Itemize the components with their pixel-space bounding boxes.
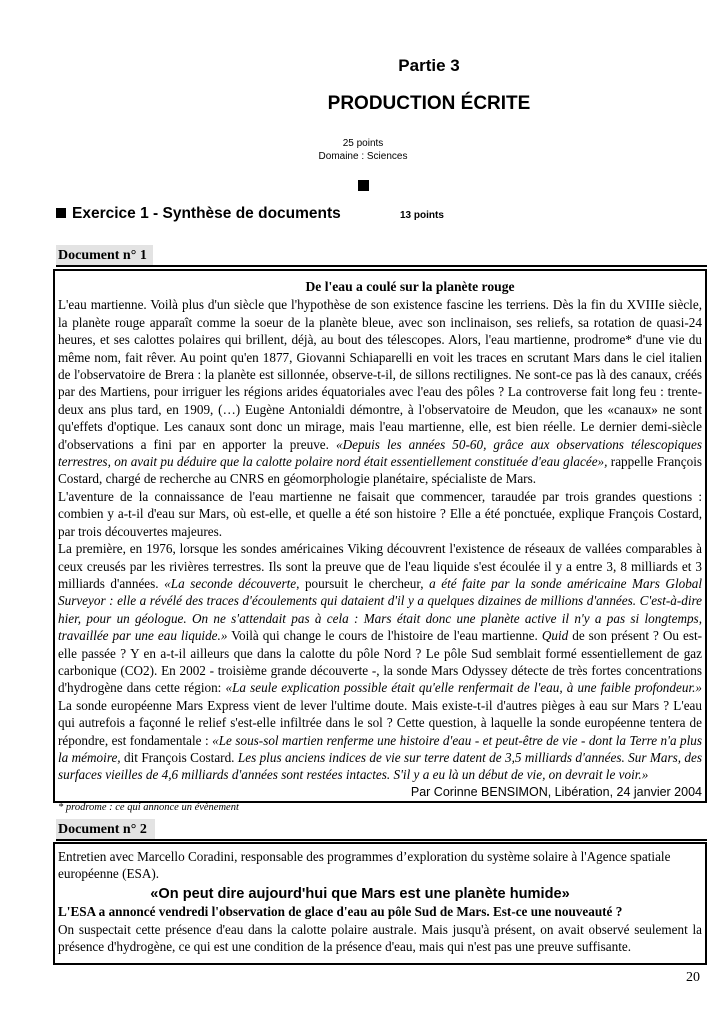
document-1-paragraph-1: L'eau martienne. Voilà plus d'un siècle que l'hypothèse de son existence fascine les terriens. Dès la fin du XVIIIe siècle, la planète rouge apparaît comme la soeur de la planète bleue, avec son inclinaison, ses reliefs, sa rotation de quasi-24 heures, et ses calottes polaires qui brillent, déjà, au bout des télescopes. Alors, l'eau martienne, prodrome* d'une vie du même nom, fait rêver. Au point qu'en 1877, Giovanni Schiaparelli en voit les traces en scrutant Mars dans le ciel italien de l'observatoire de Brera : la planète est sillonnée, observe-t-il, de sillons rectilignes. Ne sont-ce pas là des canaux, créés par des Martiens, pour irriguer les régions arides équatoriales avec l'eau des pôles ? La controverse fait long feu : trente-deux ans plus tard, en 1909, (…) Eugène Antonialdi démontre, à l'observatoire de Meudon, que les «canaux» ne sont qu'effets d'optique. Les canaux sont donc un mirage, mais l'eau martienne, elle, est bien réelle. Le dernier demi-siècle d'observations a fini par en apporter la preuve. «Depuis les années 50-60, grâce aux observations télescopiques terrestres, on avait pu déduire que la calotte polaire nord était essentiellement constituée d'eau glacée», rappelle François Costard, chargé de recherche au CNRS en géomorphologie planétaire, spécialiste de Mars. (58, 297, 703, 487)
section-title: PRODUCTION ÉCRITE (327, 93, 531, 114)
exercise-heading (56, 205, 444, 223)
document-2-box (53, 842, 707, 965)
document-2-answer: On suspectait cette présence d'eau dans la calotte polaire australe. Mais jusqu'à présent, on avait observé seulement la présence d'hydrogène, ce qui est une condition de la présence d'eau, mais qui n'est pas une preuve suffisante. (58, 921, 702, 955)
document-1-footnote: * prodrome : ce qui annonce un évènement (58, 802, 239, 814)
page-number: 20 (686, 970, 700, 985)
document-1-box (53, 269, 707, 814)
document-1-paragraph-3: La première, en 1976, lorsque les sondes américaines Viking découvrent l'existence de réseaux de vallées comparables à ceux creusés par les rivières terrestres. Ils sont la preuve que de l'eau liquide s'est écoulée il y a entre 3, 8 milliards et 3 milliards d'années. «La seconde découverte, poursuit le chercheur, a été faite par la sonde américaine Mars Global Surveyor : elle a révélé des traces d'écoulements qui dataient d'il y a quelques dizaines de millions d'années. C'est-à-dire hier, pour un géologue. On ne s'attendait pas à cela : Mars était donc une planète active il n'y a pas si longtemps, travaillée par une eau liquide.» Voilà qui change le cours de l'histoire de l'eau martienne. Quid de son présent ? Ou est-elle passée ? Y en a-t-il ailleurs que dans la calotte du pôle Nord ? Le pôle Sud semblait formé essentiellement de gaz carbonique (CO2). En 2002 - troisième grande découverte -, la sonde Mars Odyssey détecte de très fortes concentrations d'hydrogène dans cette région: «La seule explication possible était qu'elle renfermait de l'eau, à une faible profondeur.» La sonde européenne Mars Express vient de lever l'ultime doute. Mais existe-t-il d'autres pièges à eau sur Mars ? L'eau qui autrefois a façonné le relief s'est-elle infiltrée dans le sol ? Cette question, à laquelle la sonde européenne tentera de répondre, est fondamentale : «Le sous-sol martien renferme une histoire d'eau - et peut-être de vie - dont la Terre n'a plus la mémoire, dit François Costard. Les plus anciens indices de vie sur terre datent de 3,5 milliards d'années. Sur Mars, des surfaces vieilles de 4,6 milliards d'années sont restées intactes. S'il y a eu là un début de vie, on devrait le voir.» (58, 541, 703, 783)
section-points: 25 points (342, 138, 384, 149)
exercise-points: 13 points (400, 210, 444, 221)
divider (56, 265, 707, 267)
document-1-label: Document n° 1 (56, 245, 153, 266)
document-1-paragraph-2: L'aventure de la connaissance de l'eau martienne ne faisait que commencer, taraudée par trois grandes questions : combien y a-t-il d'eau sur Mars, où est-elle, et quelle a été son histoire ? Elle a été ponctuée, explique François Costard, par trois découvertes majeures. (58, 488, 702, 539)
document-1-title: De l'eau a coulé sur la planète rouge (305, 279, 515, 294)
document-1-signature: Par Corinne BENSIMON, Libération, 24 janvier 2004 (410, 784, 702, 799)
exercise-title: Exercice 1 - Synthèse de documents (72, 205, 341, 222)
square-bullet-icon (56, 208, 66, 218)
section-domain: Domaine : Sciences (318, 151, 408, 162)
part-title: Partie 3 (398, 56, 460, 75)
document-2-question: L'ESA a annoncé vendredi l'observation de glace d'eau au pôle Sud de Mars. Est-ce une nouveauté ? (58, 904, 623, 920)
section-points-block (298, 137, 428, 163)
document-2-intro: Entretien avec Marcello Coradini, responsable des programmes d’exploration du système solaire à l'Agence spatiale européenne (ESA). (58, 849, 671, 882)
divider (56, 839, 707, 841)
document-2-label: Document n° 2 (56, 819, 155, 840)
document-2-title: «On peut dire aujourd'hui que Mars est une planète humide» (150, 885, 570, 902)
square-bullet-icon (358, 180, 369, 191)
